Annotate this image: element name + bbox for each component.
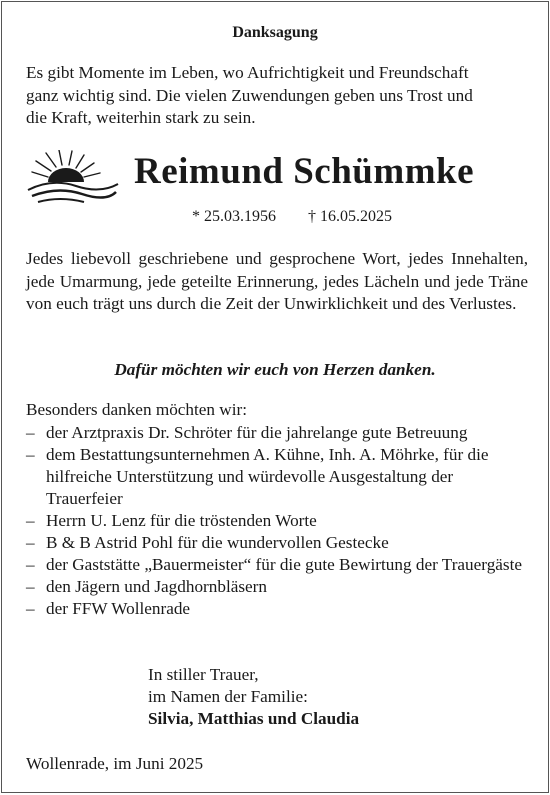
family-names: Silvia, Matthias und Claudia [148,709,360,728]
page-title: Danksagung [232,24,318,41]
obituary-card [1,1,549,793]
list-intro: Besonders danken möchten wir: [26,400,247,419]
thanks-list [26,422,528,620]
thanks-line: Dafür möchten wir euch von Herzen danken. [114,360,436,379]
signoff-line: In stiller Trauer, [148,665,259,684]
list-item: – der FFW Wollenrade [26,599,191,618]
deceased-name-row [24,150,534,206]
gratitude-paragraph: Jedes liebevoll geschriebene und gesprochene Wort, jedes Innehalten, jede Umarmung, jede geteilte Erinnerung, jedes Lächeln und jede Träne von euch trägt uns durch die Zeit der Unwirklichkeit und des Verlustes. [26,249,528,313]
list-item: – den Jägern und Jagdhornbläsern [26,577,267,596]
life-dates [192,208,392,226]
deceased-name: Reimund Schümmke [134,151,475,192]
intro-line: die Kraft, weiterhin stark zu sein. [26,108,256,127]
intro-line: ganz wichtig sind. Die vielen Zuwendungen geben uns Trost und [26,85,473,105]
death-date: † 16.05.2025 [308,208,392,225]
place-date: Wollenrade, im Juni 2025 [26,754,204,773]
birth-date: * 25.03.1956 [192,208,276,225]
list-item: – dem Bestattungsunternehmen A. Kühne, Inh. A. Möhrke, für die hilfreiche Unterstützung und würdevolle Ausgestaltung der Trauerfeier [26,445,489,508]
list-item: – der Arztpraxis Dr. Schröter für die jahrelange gute Betreuung [26,423,468,442]
intro-text [26,62,528,130]
sunrise-hills-icon [24,150,120,208]
signoff [148,664,359,730]
list-item: – B & B Astrid Pohl für die wundervollen Gestecke [26,533,389,552]
intro-line: Es gibt Momente im Leben, wo Aufrichtigkeit und Freundschaft [26,63,469,82]
list-item: – Herrn U. Lenz für die tröstenden Worte [26,511,317,530]
list-item: – der Gaststätte „Bauermeister“ für die gute Bewirtung der Trauergäste [26,555,523,574]
signoff-line: im Namen der Familie: [148,687,308,706]
